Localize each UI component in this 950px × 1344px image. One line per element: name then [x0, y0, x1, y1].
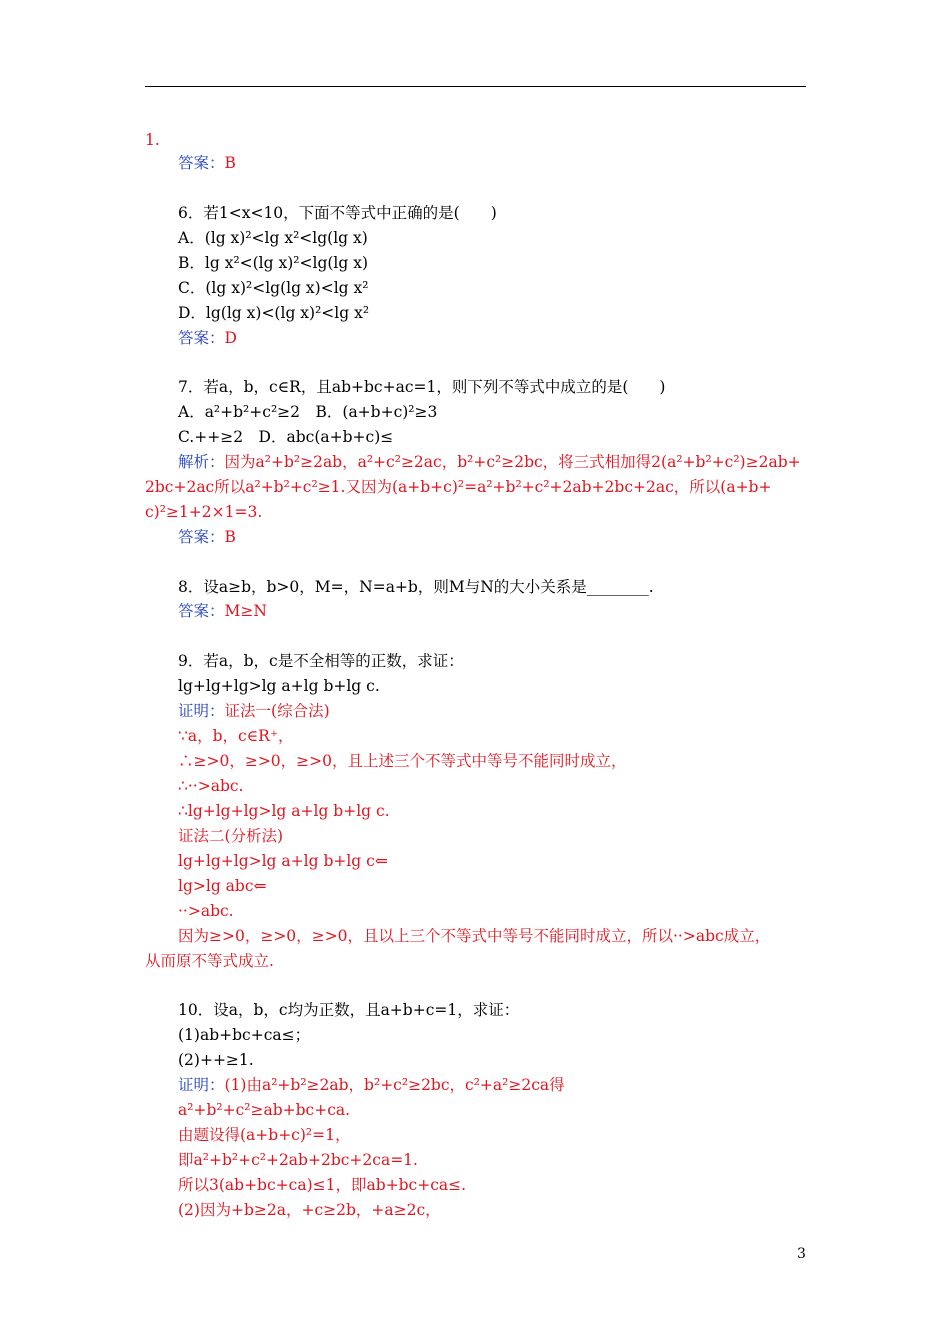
text-line: lg+lg+lg>lg a+lg b+lg c⇐	[178, 852, 388, 870]
text-line: 答案：M≥N	[178, 602, 267, 620]
text-line: lg+lg+lg>lg a+lg b+lg c.	[178, 677, 380, 695]
header-rule	[145, 86, 806, 87]
text-line: (1)ab+bc+ca≤；	[178, 1026, 311, 1044]
text-line: ∴lg+lg+lg>lg a+lg b+lg c.	[178, 802, 390, 820]
text-line: 答案：B	[178, 154, 236, 172]
page-number: 3	[797, 1246, 806, 1262]
text-line: C．(lg x)²<lg(lg x)<lg x²	[178, 279, 369, 297]
text-line: ∴··>abc.	[178, 777, 244, 795]
text-line: (2)++≥1.	[178, 1051, 254, 1069]
text-line: 1.	[145, 131, 160, 149]
text-line: 8．设a≥b，b>0，M=，N=a+b，则M与N的大小关系是________.	[178, 578, 654, 596]
text-line: ∵a，b，c∈R⁺，	[178, 727, 294, 745]
text-line: 由题设得(a+b+c)²=1，	[178, 1126, 351, 1144]
text-line: 6．若1<x<10，下面不等式中正确的是( )	[178, 204, 497, 222]
text-line: D．lg(lg x)<(lg x)²<lg x²	[178, 304, 370, 322]
text-line: a²+b²+c²≥ab+bc+ca.	[178, 1101, 351, 1119]
text-line: 10．设a，b，c均为正数，且a+b+c=1，求证：	[178, 1001, 520, 1019]
text-line: C.++≥2 D．abc(a+b+c)≤	[178, 428, 394, 446]
text-line: B．lg x²<(lg x)²<lg(lg x)	[178, 254, 369, 272]
text-line: 证明：证法一(综合法)	[178, 702, 330, 720]
text-line: 2bc+2ac所以a²+b²+c²≥1.又因为(a+b+c)²=a²+b²+c²+2ab+2bc+2ac，所以(a+b+	[145, 478, 772, 496]
text-line: A．(lg x)²<lg x²<lg(lg x)	[178, 229, 368, 247]
text-line: 9．若a，b，c是不全相等的正数，求证：	[178, 652, 464, 670]
text-line: 答案：D	[178, 329, 237, 347]
text-line: 答案：B	[178, 528, 236, 546]
text-line: lg>lg abc⇐	[178, 877, 267, 895]
text-line: ··>abc.	[178, 902, 234, 920]
text-line: 7．若a，b，c∈R，且ab+bc+ac=1，则下列不等式中成立的是( )	[178, 378, 666, 396]
text-line: A．a²+b²+c²≥2 B．(a+b+c)²≥3	[178, 403, 438, 421]
text-line: 从而原不等式成立.	[145, 952, 274, 970]
text-line: 解析：因为a²+b²≥2ab，a²+c²≥2ac，b²+c²≥2bc，将三式相加得2(a²+b²+c²)≥2ab+	[178, 453, 801, 471]
text-line: 即a²+b²+c²+2ab+2bc+2ca=1.	[178, 1151, 418, 1169]
text-line: 因为≥>0，≥>0，≥>0，且以上三个不等式中等号不能同时成立，所以··>abc成立，	[178, 927, 771, 945]
text-line: ∴≥>0，≥>0，≥>0，且上述三个不等式中等号不能同时成立，	[178, 752, 627, 770]
text-line: 证明：(1)由a²+b²≥2ab，b²+c²≥2bc，c²+a²≥2ca得	[178, 1076, 565, 1094]
text-line: 证法二(分析法)	[178, 827, 284, 845]
text-line: 所以3(ab+bc+ca)≤1，即ab+bc+ca≤.	[178, 1176, 467, 1194]
text-line: (2)因为+b≥2a，+c≥2b，+a≥2c，	[178, 1201, 441, 1219]
text-line: c)²≥1+2×1=3.	[145, 503, 263, 521]
